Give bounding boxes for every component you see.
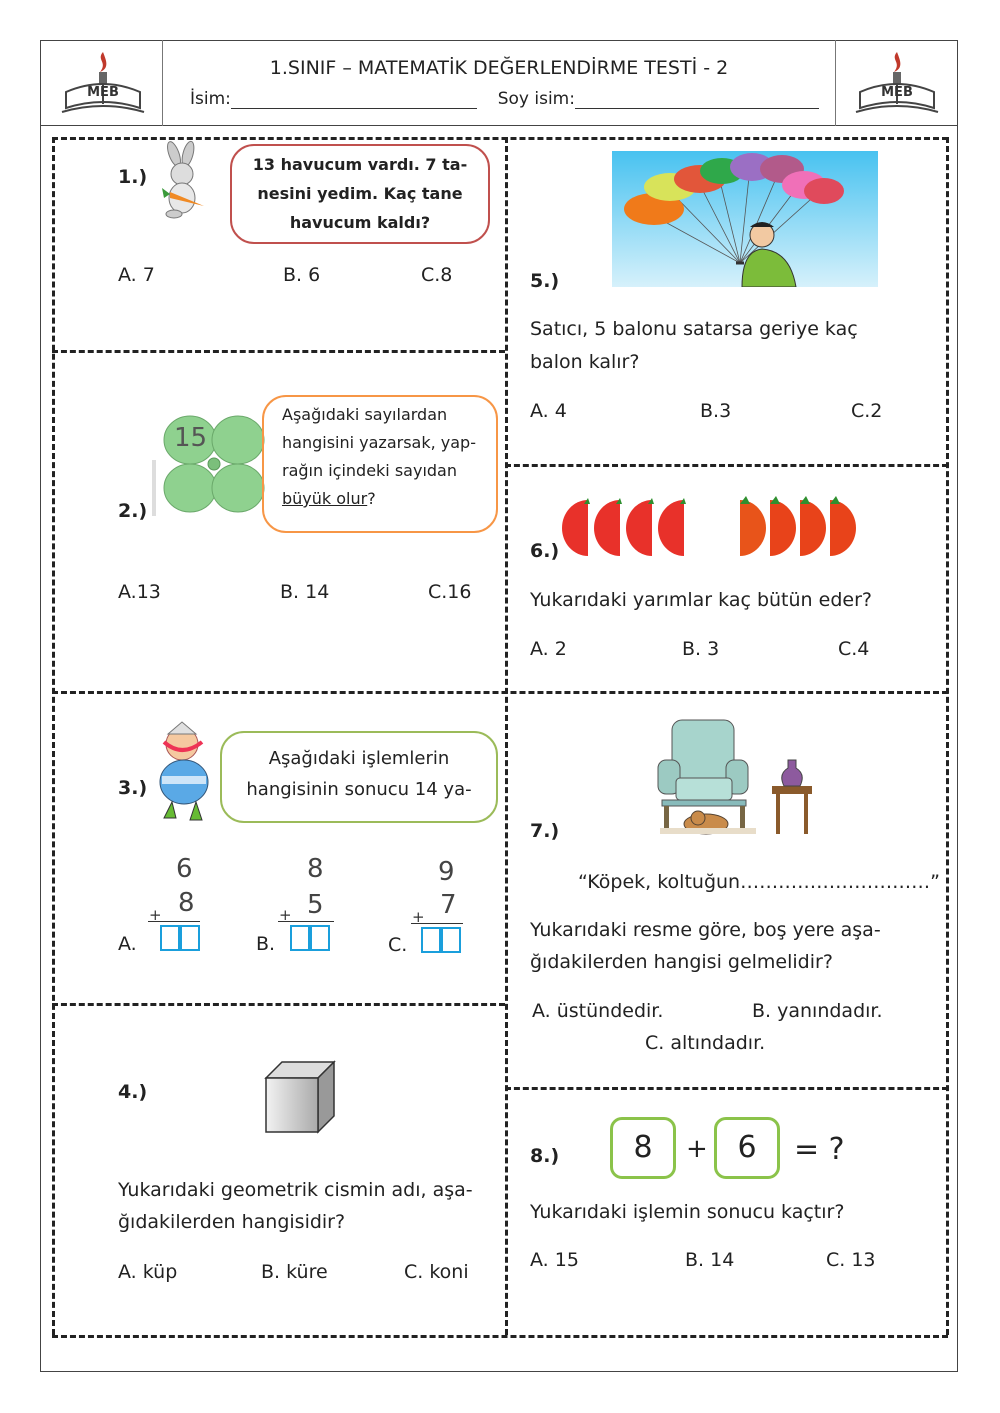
dash-bottom	[52, 1335, 948, 1338]
q3a-answer-box-tens[interactable]	[160, 925, 180, 951]
q3a-plus: +	[149, 906, 162, 924]
q2-option-c[interactable]: C.16	[428, 581, 472, 603]
q3b-answer-box-ones[interactable]	[310, 925, 330, 951]
dash-q1	[52, 350, 505, 353]
q6-number: 6.)	[530, 540, 560, 562]
q3b-bottom-digit: 5	[307, 890, 324, 920]
q7-question-line: Yukarıdaki resme göre, boş yere aşa-	[530, 919, 881, 941]
q8-result: = ?	[794, 1132, 845, 1167]
q8-question: Yukarıdaki işlemin sonucu kaçtır?	[530, 1201, 845, 1223]
q2-bubble-line: hangisini yazarsak, yap-	[282, 433, 476, 452]
dash-left	[52, 137, 55, 1335]
q5-question-line: balon kalır?	[530, 351, 640, 373]
dash-q7	[505, 1087, 948, 1090]
q4-question-line: Yukarıdaki geometrik cismin adı, aşa-	[118, 1179, 473, 1201]
q4-number: 4.)	[118, 1081, 148, 1103]
name-row	[190, 89, 819, 109]
q3a-top-digit: 6	[176, 854, 193, 884]
clover-leaf-icon	[150, 410, 270, 520]
q4-option-a[interactable]: A. küp	[118, 1261, 178, 1283]
logo-text-right: MEB	[881, 85, 913, 100]
q1-option-c[interactable]: C.8	[421, 264, 453, 286]
q5-question-line: Satıcı, 5 balonu satarsa geriye kaç	[530, 318, 858, 340]
q1-bubble-line: 13 havucum vardı. 7 ta-	[252, 155, 468, 174]
cube-icon	[262, 1058, 342, 1138]
q4-option-c[interactable]: C. koni	[404, 1261, 469, 1283]
q7-option-b[interactable]: B. yanındadır.	[752, 1000, 883, 1022]
dash-middle	[505, 137, 508, 1335]
tomato-halves-left	[562, 496, 690, 558]
q1-bubble-line: nesini yedim. Kaç tane	[257, 184, 463, 203]
q3-bubble	[220, 731, 498, 823]
q3a-line	[148, 921, 200, 922]
q8-plus: +	[686, 1134, 708, 1164]
name-label: İsim:	[190, 89, 231, 109]
dash-q5	[505, 464, 948, 467]
q3b-line	[278, 921, 334, 922]
q2-bubble-line: rağın içindeki sayıdan	[282, 461, 457, 480]
q7-question-line: ğıdakilerden hangisi gelmelidir?	[530, 951, 833, 973]
surname-label: Soy isim:	[497, 89, 575, 109]
page-title: 1.SINIF – MATEMATİK DEĞERLENDİRME TESTİ - 2	[269, 57, 729, 79]
q2-number: 2.)	[118, 500, 148, 522]
q3c-bottom-digit: 7	[440, 890, 457, 920]
q6-option-a[interactable]: A. 2	[530, 638, 567, 660]
q5-option-a[interactable]: A. 4	[530, 400, 567, 422]
q1-number: 1.)	[118, 166, 148, 188]
q7-option-c[interactable]: C. altındadır.	[645, 1032, 766, 1054]
logo-text-left: MEB	[87, 85, 119, 100]
q2-bubble-end: ?	[367, 489, 376, 508]
q2-bubble-line: Aşağıdaki sayılardan	[282, 405, 448, 424]
q7-quote: “Köpek, koltuğun…………………………”	[578, 871, 940, 893]
q3b-plus: +	[279, 906, 292, 924]
q8-box-b: 6	[714, 1117, 780, 1179]
q3c-answer-box-ones[interactable]	[441, 927, 461, 953]
balloon-seller-image	[612, 151, 878, 287]
leaf-number: 15	[174, 423, 208, 453]
meb-logo-right	[850, 46, 944, 120]
q3-bubble-line: hangisinin sonucu 14 ya-	[246, 779, 472, 800]
dash-row2	[52, 691, 948, 694]
q2-bubble-underlined: büyük olur	[282, 489, 368, 508]
q3-number: 3.)	[118, 777, 148, 799]
q1-bubble	[230, 144, 490, 244]
q3c-plus: +	[412, 908, 425, 926]
q3c-top-digit: 9	[438, 857, 455, 887]
q1-option-a[interactable]: A. 7	[118, 264, 155, 286]
q8-option-b[interactable]: B. 14	[685, 1249, 735, 1271]
dash-q3	[52, 1003, 505, 1006]
cartoon-character-icon	[146, 718, 222, 826]
meb-logo-left	[56, 46, 150, 120]
q7-option-a[interactable]: A. üstündedir.	[532, 1000, 664, 1022]
q8-option-c[interactable]: C. 13	[826, 1249, 876, 1271]
q2-option-b[interactable]: B. 14	[280, 581, 330, 603]
q3-option-c-label[interactable]: C.	[388, 934, 408, 956]
q5-option-c[interactable]: C.2	[851, 400, 883, 422]
q3a-answer-box-ones[interactable]	[180, 925, 200, 951]
q1-option-b[interactable]: B. 6	[283, 264, 321, 286]
armchair-dog-image	[656, 716, 816, 836]
q7-number: 7.)	[530, 820, 560, 842]
name-field[interactable]	[231, 90, 477, 109]
q5-option-b[interactable]: B.3	[700, 400, 732, 422]
q3c-answer-box-tens[interactable]	[421, 927, 441, 953]
q8-option-a[interactable]: A. 15	[530, 1249, 579, 1271]
q8-number: 8.)	[530, 1145, 560, 1167]
header-center	[162, 40, 836, 126]
tomato-halves-right	[738, 496, 862, 558]
q3c-line	[411, 923, 463, 924]
q3b-top-digit: 8	[307, 854, 324, 884]
surname-field[interactable]	[575, 90, 819, 109]
q5-number: 5.)	[530, 270, 560, 292]
q2-option-a[interactable]: A.13	[118, 581, 161, 603]
q2-bubble	[262, 395, 498, 533]
q3a-bottom-digit: 8	[178, 888, 195, 918]
q6-option-b[interactable]: B. 3	[682, 638, 720, 660]
q4-question-line: ğıdakilerden hangisidir?	[118, 1211, 346, 1233]
q3b-answer-box-tens[interactable]	[290, 925, 310, 951]
q3-option-a-label[interactable]: A.	[118, 933, 137, 955]
q1-bubble-line: havucum kaldı?	[289, 213, 431, 232]
dash-right	[946, 137, 949, 1335]
q3-option-b-label[interactable]: B.	[256, 933, 276, 955]
q8-box-a: 8	[610, 1117, 676, 1179]
q6-option-c[interactable]: C.4	[838, 638, 870, 660]
q4-option-b[interactable]: B. küre	[261, 1261, 328, 1283]
q3-bubble-line: Aşağıdaki işlemlerin	[268, 748, 450, 769]
rabbit-icon	[148, 140, 212, 220]
q6-question: Yukarıdaki yarımlar kaç bütün eder?	[530, 589, 872, 611]
